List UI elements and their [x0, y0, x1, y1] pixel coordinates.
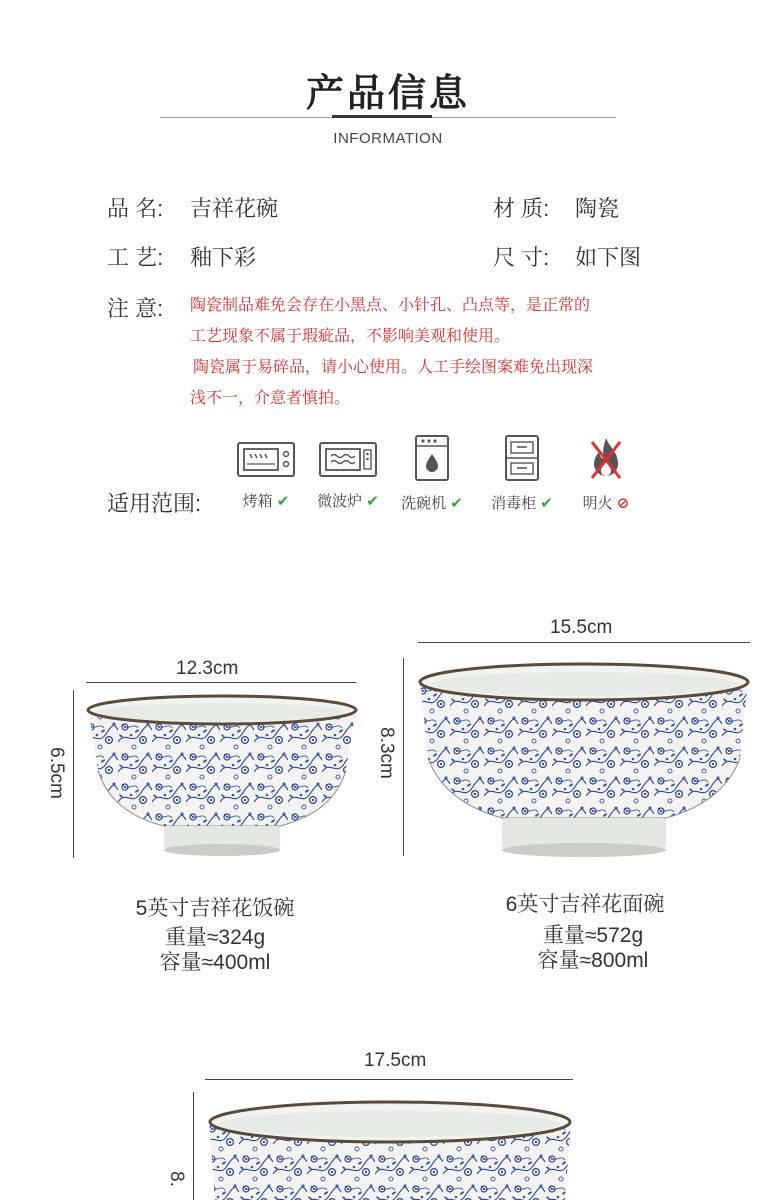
dishwasher-label: 洗碗机 [401, 495, 447, 512]
bowl-medium-capacity: 容量≈800ml [537, 949, 649, 972]
bowl-small-width: 12.3cm [176, 658, 239, 679]
check-icon: ✔ [276, 493, 290, 510]
name-label: 品 名: [107, 196, 164, 221]
bowl-large-image [205, 1092, 575, 1200]
bowl-medium-weight: 重量≈572g [542, 924, 644, 947]
microwave-icon [318, 438, 378, 480]
open-flame-icon [586, 434, 626, 482]
craft-value: 釉下彩 [190, 245, 257, 270]
oven-icon [236, 438, 296, 480]
bowl-large-height-line [193, 1092, 194, 1200]
material-label: 材 质: [493, 196, 550, 221]
note-label: 注 意: [107, 296, 164, 321]
usage-item-dishwasher [390, 434, 474, 513]
usage-item-sterilizer [480, 434, 564, 513]
bowl-medium-width: 15.5cm [550, 617, 613, 638]
usage-item-open-flame [564, 434, 648, 513]
bowl-large-height: 8. [165, 1171, 187, 1187]
usage-item-microwave [306, 438, 390, 511]
sterilizer-label: 消毒柜 [491, 495, 537, 512]
open-flame-label: 明火 [582, 495, 613, 512]
bowl-medium-name: 6英寸吉祥花面碗 [505, 893, 665, 916]
note-line-1: 陶瓷制品难免会存在小黑点、小针孔、凸点等，是正常的 [190, 297, 591, 314]
bowl-small-weight: 重量≈324g [164, 926, 266, 949]
title-divider-accent [332, 115, 432, 118]
material-value: 陶瓷 [575, 196, 620, 221]
page-title: 产品信息 [305, 73, 470, 115]
note-line-2: 工艺现象不属于瑕疵品，不影响美观和使用。 [190, 328, 511, 345]
bowl-medium-image [416, 654, 752, 858]
prohibited-icon: ⊘ [616, 495, 630, 512]
note-line-4: 浅不一，介意者慎拍。 [190, 390, 351, 407]
bowl-large-width: 17.5cm [364, 1050, 427, 1071]
bowl-small-height: 6.5cm [45, 747, 67, 799]
note-line-3: 陶瓷属于易碎品，请小心使用。人工手绘图案难免出现深 [193, 359, 594, 376]
bowl-small-capacity: 容量≈400ml [159, 951, 271, 974]
page-subtitle: INFORMATION [333, 130, 443, 147]
check-icon: ✔ [366, 493, 379, 510]
bowl-medium-height: 8.3cm [375, 727, 397, 779]
dishwasher-icon [412, 434, 452, 482]
size-value: 如下图 [575, 245, 642, 270]
bowl-large-width-line [205, 1079, 573, 1080]
bowl-small-height-line [73, 690, 74, 858]
size-label: 尺 寸: [493, 245, 550, 270]
bowl-medium-width-line [418, 642, 750, 643]
usage-item-oven [224, 438, 308, 511]
sterilizer-cabinet-icon [502, 434, 542, 482]
microwave-label: 微波炉 [317, 493, 363, 510]
check-icon: ✔ [540, 495, 553, 512]
name-value: 吉祥花碗 [190, 196, 279, 221]
check-icon: ✔ [450, 495, 463, 512]
oven-label: 烤箱 [242, 493, 273, 510]
bowl-small-image [84, 690, 360, 860]
craft-label: 工 艺: [107, 245, 164, 270]
bowl-small-width-line [86, 682, 356, 683]
bowl-small-name: 5英寸吉祥花饭碗 [135, 897, 295, 920]
usage-label: 适用范围: [107, 491, 202, 516]
bowl-medium-height-line [403, 658, 404, 856]
